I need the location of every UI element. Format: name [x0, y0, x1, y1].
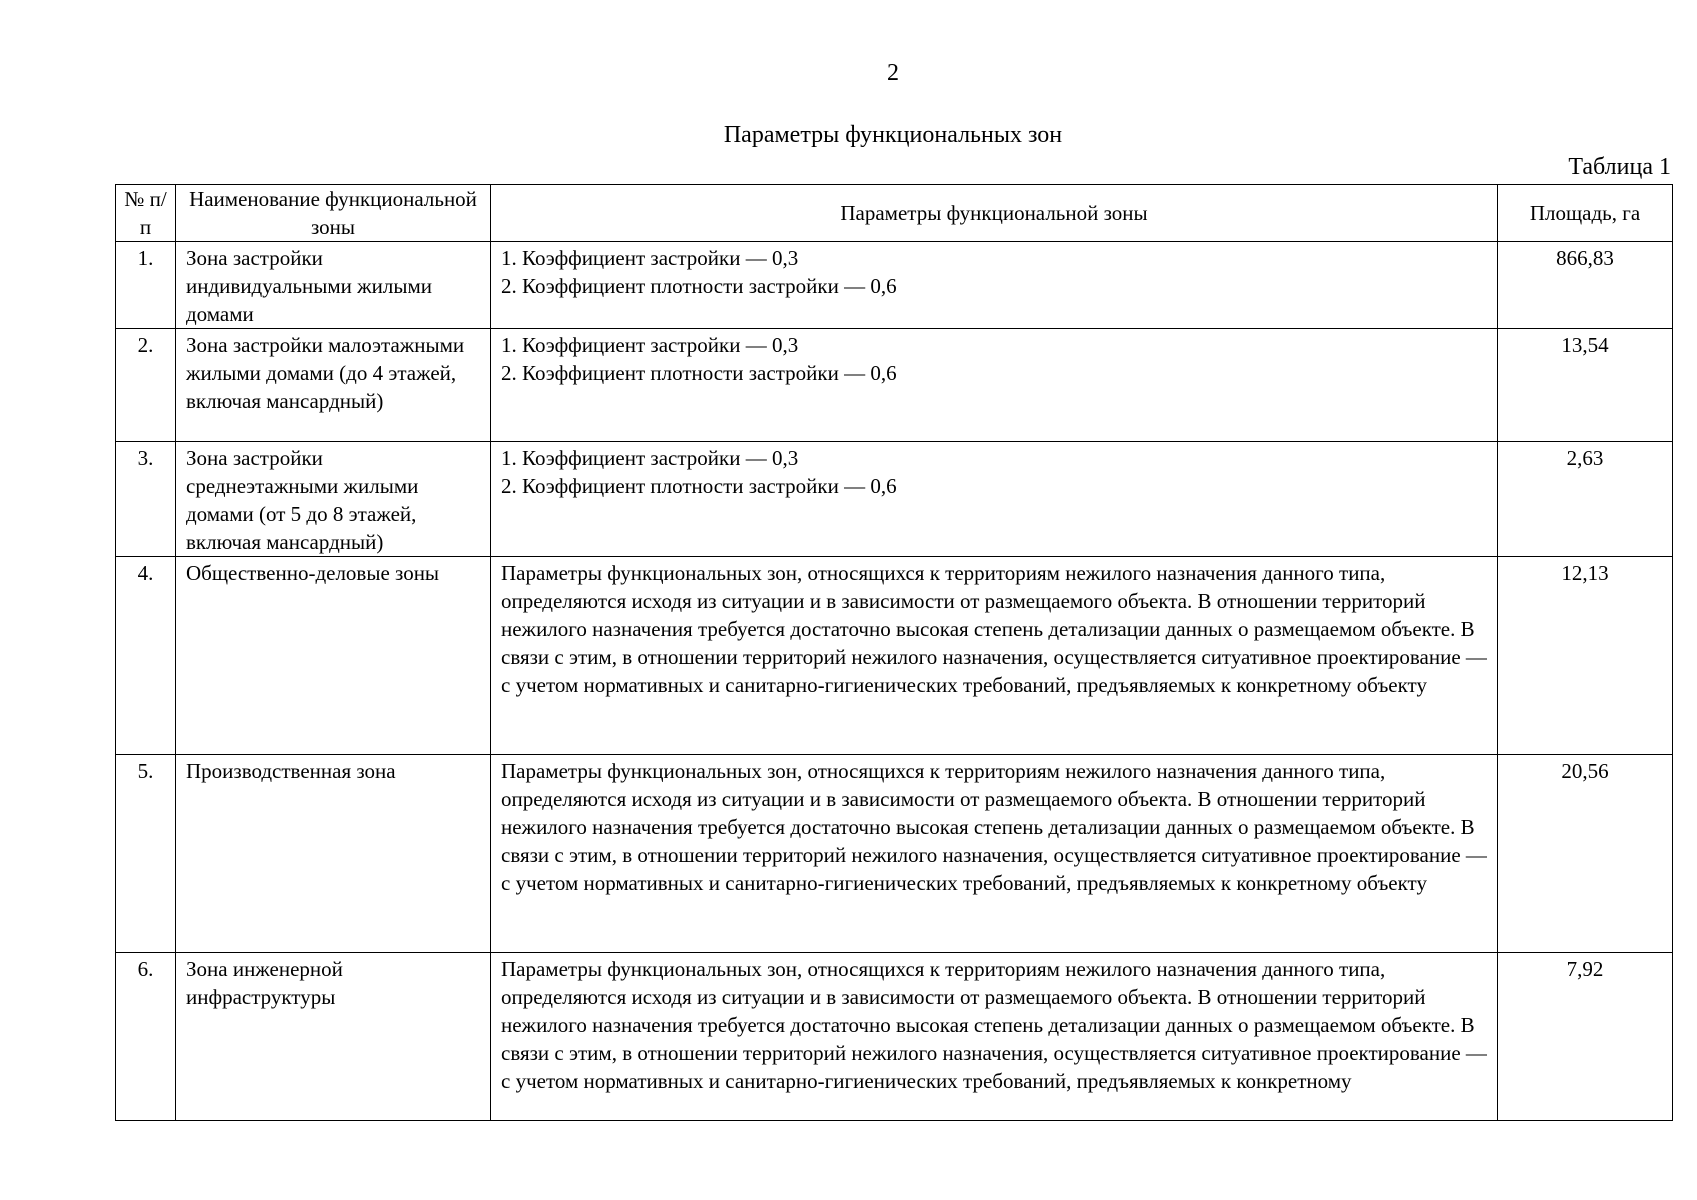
params-text: Параметры функциональных зон, относящихся к территориям нежилого назначения данного типа, определяются исходя из ситуации и в зависимости от размещаемого объекта. В отношении территорий нежилого назначения требуется достаточно высокая степень детализации данных о размещаемом объекте. В связи с этим, в отношении территорий нежилого назначения, осуществляется ситуативное проектирование — с учетом нормативных и санитарно-гигиенических требований, предъявляемых к конкретному объекту	[501, 759, 1487, 895]
param-line: 1. Коэффициент застройки — 0,3	[501, 446, 799, 470]
zone-params	[491, 755, 1498, 953]
zone-params	[491, 953, 1498, 1121]
zone-area: 12,13	[1498, 557, 1673, 755]
header-area: Площадь, га	[1498, 185, 1673, 242]
zone-area: 20,56	[1498, 755, 1673, 953]
table-header-row	[116, 185, 1673, 242]
header-name: Наименование функциональной зоны	[176, 185, 491, 242]
param-line: 2. Коэффициент плотности застройки — 0,6	[501, 474, 897, 498]
row-num: 4.	[116, 557, 176, 755]
zone-params	[491, 329, 1498, 442]
param-line: 1. Коэффициент застройки — 0,3	[501, 246, 799, 270]
row-num: 6.	[116, 953, 176, 1121]
zone-name: Зона застройки среднеэтажными жилыми домами (от 5 до 8 этажей, включая мансардный)	[176, 442, 491, 557]
zone-params	[491, 242, 1498, 329]
table-row	[116, 557, 1673, 755]
zone-name: Зона застройки малоэтажными жилыми домами (до 4 этажей, включая мансардный)	[176, 329, 491, 442]
zone-area: 13,54	[1498, 329, 1673, 442]
table-caption: Таблица 1	[1568, 154, 1671, 180]
zone-name: Зона застройки индивидуальными жилыми домами	[176, 242, 491, 329]
row-num: 5.	[116, 755, 176, 953]
params-text: Параметры функциональных зон, относящихся к территориям нежилого назначения данного типа, определяются исходя из ситуации и в зависимости от размещаемого объекта. В отношении территорий нежилого назначения требуется достаточно высокая степень детализации данных о размещаемом объекте. В связи с этим, в отношении территорий нежилого назначения, осуществляется ситуативное проектирование — с учетом нормативных и санитарно-гигиенических требований, предъявляемых к конкретному	[501, 957, 1487, 1093]
document-title: Параметры функциональных зон	[723, 122, 1063, 148]
table-row	[116, 953, 1673, 1121]
zones-table	[115, 184, 1673, 1121]
table-row	[116, 442, 1673, 557]
zone-name: Зона инженерной инфраструктуры	[176, 953, 491, 1121]
param-line: 1. Коэффициент застройки — 0,3	[501, 333, 799, 357]
table-row	[116, 329, 1673, 442]
row-num: 2.	[116, 329, 176, 442]
param-line: 2. Коэффициент плотности застройки — 0,6	[501, 274, 897, 298]
row-num: 3.	[116, 442, 176, 557]
header-num: № п/п	[116, 185, 176, 242]
zone-name: Производственная зона	[176, 755, 491, 953]
zone-params	[491, 442, 1498, 557]
zone-area: 2,63	[1498, 442, 1673, 557]
zone-params	[491, 557, 1498, 755]
zone-area: 7,92	[1498, 953, 1673, 1121]
page-number: 2	[887, 60, 899, 86]
header-params: Параметры функциональной зоны	[491, 185, 1498, 242]
table-row	[116, 755, 1673, 953]
zone-name: Общественно-деловые зоны	[176, 557, 491, 755]
params-text: Параметры функциональных зон, относящихся к территориям нежилого назначения данного типа, определяются исходя из ситуации и в зависимости от размещаемого объекта. В отношении территорий нежилого назначения требуется достаточно высокая степень детализации данных о размещаемом объекте. В связи с этим, в отношении территорий нежилого назначения, осуществляется ситуативное проектирование — с учетом нормативных и санитарно-гигиенических требований, предъявляемых к конкретному объекту	[501, 561, 1487, 697]
row-num: 1.	[116, 242, 176, 329]
param-line: 2. Коэффициент плотности застройки — 0,6	[501, 361, 897, 385]
table-row	[116, 242, 1673, 329]
zone-area: 866,83	[1498, 242, 1673, 329]
